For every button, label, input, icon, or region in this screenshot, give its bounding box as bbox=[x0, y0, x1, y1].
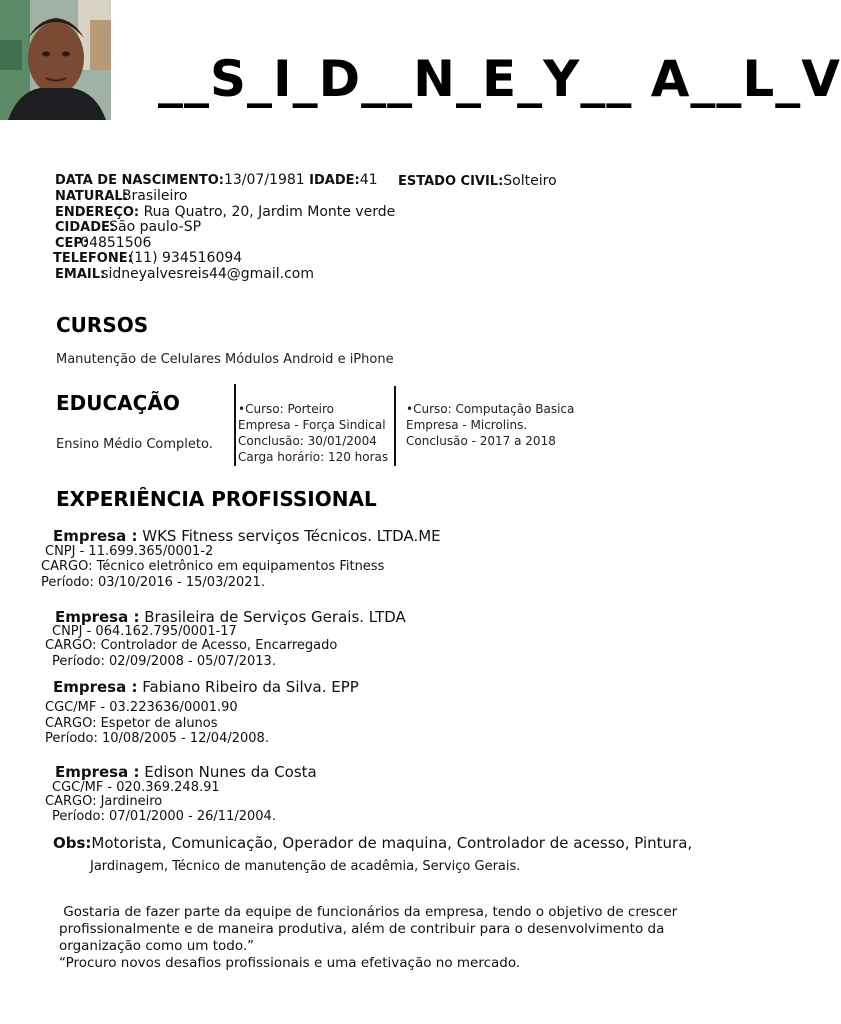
city-value: São paulo-SP bbox=[109, 219, 202, 235]
closing-line: organização como um todo.” bbox=[59, 938, 255, 954]
natural-value: Brasileiro bbox=[121, 188, 188, 204]
dob-row bbox=[55, 172, 378, 189]
obs-row bbox=[53, 834, 692, 852]
empresa-value: WKS Fitness serviços Técnicos. LTDA.ME bbox=[142, 527, 441, 545]
job-periodo: Período: 07/01/2000 - 26/11/2004. bbox=[52, 809, 276, 824]
cep-value: 04851506 bbox=[80, 235, 152, 251]
city-row bbox=[55, 219, 201, 236]
empresa-label: Empresa : bbox=[53, 527, 138, 545]
obs-line2: Jardinagem, Técnico de manutenção de acadêmia, Serviço Gerais. bbox=[90, 859, 521, 874]
job-cargo: CARGO: Técnico eletrônico em equipamentos Fitness bbox=[41, 559, 385, 574]
job-company bbox=[53, 527, 441, 545]
email-label: EMAIL: bbox=[55, 267, 106, 282]
job-cargo: CARGO: Jardineiro bbox=[45, 794, 163, 809]
experiencia-heading: EXPERIÊNCIA PROFISSIONAL bbox=[56, 487, 377, 511]
age-label: IDADE: bbox=[309, 173, 360, 188]
job-cnpj: CNPJ - 11.699.365/0001-2 bbox=[45, 544, 214, 559]
obs-line1: Motorista, Comunicação, Operador de maquina, Controlador de acesso, Pintura, bbox=[91, 834, 693, 852]
job-cnpj: CGC/MF - 03.223636/0001.90 bbox=[45, 700, 238, 715]
job-company bbox=[55, 763, 317, 781]
natural-label: NATURAL: bbox=[55, 189, 128, 204]
closing-line: “Procuro novos desafios profissionais e uma efetivação no mercado. bbox=[59, 955, 521, 971]
divider-line bbox=[234, 384, 236, 466]
closing-line: profissionalmente e de maneira produtiva, além de contribuir para o desenvolvimento da bbox=[59, 921, 665, 937]
email-value: sidneyalvesreis44@gmail.com bbox=[101, 266, 314, 282]
address-value: Rua Quatro, 20, Jardim Monte verde bbox=[143, 204, 396, 220]
closing-statement bbox=[59, 904, 677, 972]
phone-label: TELEFONE: bbox=[53, 251, 133, 266]
phone-value: (11) 934516094 bbox=[128, 250, 243, 266]
course-computacao bbox=[406, 401, 574, 449]
obs-label: Obs: bbox=[53, 834, 92, 852]
course-porteiro-title: •Curso: Porteiro bbox=[238, 402, 334, 416]
empresa-label: Empresa : bbox=[55, 608, 140, 626]
job-cnpj: CNPJ - 064.162.795/0001-17 bbox=[52, 624, 237, 639]
civil-value: Solteiro bbox=[503, 173, 557, 189]
empresa-label: Empresa : bbox=[53, 678, 138, 696]
profile-photo bbox=[0, 0, 111, 120]
course-porteiro-conclusion: Conclusão: 30/01/2004 bbox=[238, 434, 377, 448]
job-periodo: Período: 02/09/2008 - 05/07/2013. bbox=[52, 654, 276, 669]
candidate-name: __S_I_D__N_E_Y__ A__L_V bbox=[158, 50, 841, 108]
dob-value: 13/07/1981 bbox=[223, 172, 305, 188]
job-cargo: CARGO: Espetor de alunos bbox=[45, 716, 218, 731]
empresa-value: Edison Nunes da Costa bbox=[144, 763, 317, 781]
empresa-value: Brasileira de Serviços Gerais. LTDA bbox=[144, 608, 406, 626]
city-label: CIDADE: bbox=[55, 220, 116, 235]
course-porteiro bbox=[238, 401, 388, 465]
phone-row bbox=[53, 250, 242, 267]
cep-label: CEP: bbox=[55, 236, 89, 251]
civil-label: ESTADO CIVIL: bbox=[398, 174, 504, 189]
job-company bbox=[53, 678, 359, 696]
dob-label: DATA DE NASCIMENTO: bbox=[55, 173, 224, 188]
educacao-heading: EDUCAÇÃO bbox=[56, 391, 180, 415]
empresa-label: Empresa : bbox=[55, 763, 140, 781]
age-value: 41 bbox=[359, 172, 378, 188]
job-cargo: CARGO: Controlador de Acesso, Encarregado bbox=[45, 638, 338, 653]
civil-row bbox=[398, 173, 557, 190]
cursos-text: Manutenção de Celulares Módulos Android e iPhone bbox=[56, 352, 394, 367]
course-computacao-title: •Curso: Computação Basica bbox=[406, 402, 575, 416]
divider-line bbox=[394, 386, 396, 466]
address-label: ENDEREÇO: bbox=[55, 205, 140, 220]
closing-line: Gostaria de fazer parte da equipe de funcionários da empresa, tendo o objetivo de crescer bbox=[59, 904, 678, 920]
course-computacao-conclusion: Conclusão - 2017 a 2018 bbox=[406, 434, 556, 448]
course-computacao-company: Empresa - Microlins. bbox=[406, 418, 528, 432]
course-porteiro-hours: Carga horário: 120 horas bbox=[238, 450, 389, 464]
profile-photo-image bbox=[0, 0, 111, 120]
job-cnpj: CGC/MF - 020.369.248.91 bbox=[52, 780, 220, 795]
job-periodo: Período: 10/08/2005 - 12/04/2008. bbox=[45, 731, 269, 746]
course-porteiro-company: Empresa - Força Sindical bbox=[238, 418, 386, 432]
natural-row bbox=[55, 188, 187, 205]
empresa-value: Fabiano Ribeiro da Silva. EPP bbox=[142, 678, 359, 696]
cursos-heading: CURSOS bbox=[56, 313, 149, 337]
email-row bbox=[55, 266, 314, 283]
educacao-text: Ensino Médio Completo. bbox=[56, 437, 213, 452]
job-periodo: Período: 03/10/2016 - 15/03/2021. bbox=[41, 575, 265, 590]
